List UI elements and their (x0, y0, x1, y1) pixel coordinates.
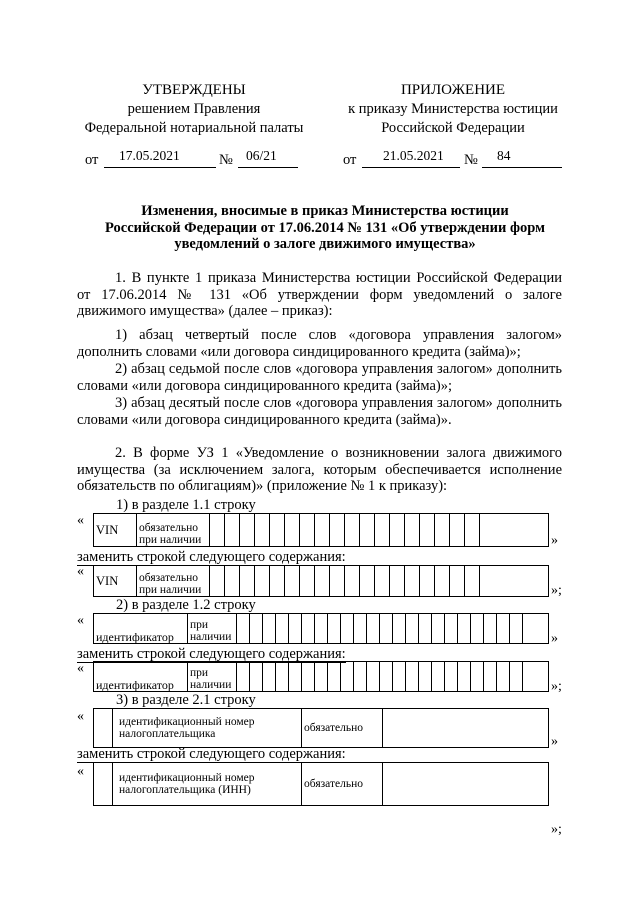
left-header (76, 81, 312, 138)
section2-intro: 2. В форме УЗ 1 «Уведомление о возникновении залога движимого имущества (за исключением залога, которым обеспечивается исполнение обязательств по облигациям)» (приложение № 1 к приказу): (77, 445, 562, 494)
vin-cell: VIN (94, 566, 137, 597)
replace-label: заменить строкой следующего содержания: (77, 646, 346, 662)
inn-row-new (93, 762, 549, 806)
if-available-cell: при наличии (188, 662, 237, 692)
if-available-cell: при наличии (188, 614, 237, 644)
appendix-line2: к приказу Министерства юстиции (348, 101, 558, 117)
section1-intro: 1. В пункте 1 приказа Министерства юстиции Российской Федерации от 17.06.2014 № 131 «Об утверждении форм уведомлений о залоге движимого имущества» (далее – приказ): (77, 270, 562, 319)
section1-item2: 2) абзац седьмой после слов «договора управления залогом» дополнить словами «или договора синдицированного кредита (займа)»; (77, 361, 562, 394)
approved-line3: Федеральной нотариальной палаты (84, 120, 304, 136)
close-quote-semicolon: »; (551, 822, 562, 837)
open-quote: « (77, 613, 84, 628)
left-number-underline (238, 167, 298, 168)
identifier-cell: идентификатор (94, 662, 188, 692)
right-from-label: от (343, 152, 357, 168)
approved-title: УТВЕРЖДЕНЫ (142, 82, 246, 98)
document-title (60, 203, 590, 253)
inn-label-cell: идентификационный номер налогоплательщика (113, 709, 302, 748)
right-number-underline (482, 167, 562, 168)
replace-label: заменить строкой следующего содержания: (77, 746, 346, 762)
replace-label: заменить строкой следующего содержания: (77, 549, 346, 565)
right-num-label: № (464, 152, 478, 168)
mandatory-cell: обязательно при наличии (137, 566, 210, 597)
close-quote: » (551, 734, 558, 749)
vin-row-new (93, 565, 549, 597)
identifier-row-new (93, 661, 549, 692)
close-quote: » (551, 533, 558, 548)
approved-line2: решением Правления (127, 101, 261, 117)
open-quote: « (77, 764, 84, 779)
vin-row-old (93, 513, 549, 547)
right-number: 84 (497, 148, 511, 163)
open-quote: « (77, 564, 84, 579)
title-line3: уведомлений о залоге движимого имущества» (174, 236, 476, 252)
appendix-title: ПРИЛОЖЕНИЕ (400, 82, 506, 98)
open-quote: « (77, 709, 84, 724)
mandatory-cell: обязательно при наличии (137, 514, 210, 547)
title-line2: Российской Федерации от 17.06.2014 № 131 «Об утверждении форм (105, 219, 545, 236)
close-quote-semicolon: »; (551, 679, 562, 694)
identifier-cell: идентификатор (94, 614, 188, 644)
section1-item3: 3) абзац десятый после слов «договора управления залогом» дополнить словами «или договора синдицированного кредита (займа)». (77, 395, 562, 428)
section1-item1: 1) абзац четвертый после слов «договора управления залогом» дополнить словами «или договора синдицированного кредита (займа)»; (77, 327, 562, 360)
open-quote: « (77, 513, 84, 528)
left-number: 06/21 (246, 148, 277, 163)
vin-cell: VIN (94, 514, 137, 547)
appendix-line3: Российской Федерации (381, 120, 525, 136)
title-line1: Изменения, вносимые в приказ Министерства юстиции (141, 203, 509, 219)
identifier-row-old (93, 613, 549, 644)
right-date: 21.05.2021 (383, 148, 444, 163)
left-date: 17.05.2021 (119, 148, 180, 163)
left-date-underline (104, 167, 216, 168)
left-from-label: от (85, 152, 99, 168)
open-quote: « (77, 661, 84, 676)
sub1-heading: 1) в разделе 1.1 строку (116, 497, 256, 513)
close-quote: » (551, 631, 558, 646)
close-quote-semicolon: »; (551, 583, 562, 598)
mandatory-cell: обязательно (302, 763, 383, 806)
sub3-heading: 3) в разделе 2.1 строку (116, 692, 256, 708)
inn-label-cell: идентификационный номер налогоплательщика (ИНН) (113, 763, 302, 806)
sub2-heading: 2) в разделе 1.2 строку (116, 597, 256, 613)
inn-row-old (93, 708, 549, 748)
right-header (335, 81, 571, 138)
mandatory-cell: обязательно (302, 709, 383, 748)
right-date-underline (362, 167, 460, 168)
left-num-label: № (219, 152, 233, 168)
